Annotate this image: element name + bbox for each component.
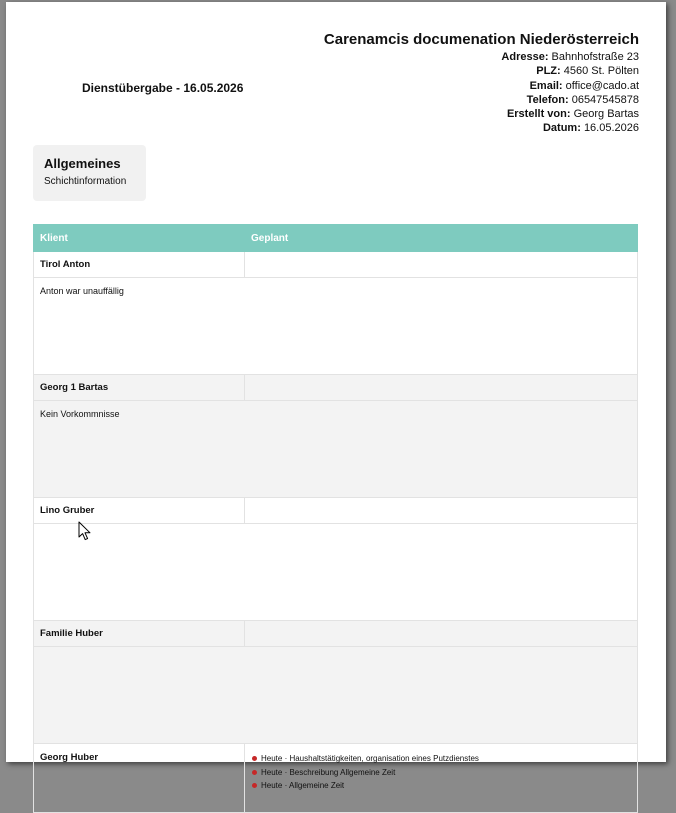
company-address: Adresse: Bahnhofstraße 23	[501, 51, 639, 63]
planned-item: Heute · Allgemeine Zeit	[251, 779, 631, 793]
section-subheading: Schichtinformation	[44, 176, 127, 187]
planned-cell	[245, 375, 638, 401]
note-cell	[34, 524, 638, 621]
mouse-pointer-icon	[78, 521, 92, 541]
note-cell: Kein Vorkommnisse	[34, 401, 638, 498]
note-row	[34, 647, 638, 744]
client-name: Georg 1 Bartas	[34, 375, 245, 401]
table-row	[34, 375, 638, 401]
note-cell	[34, 647, 638, 744]
company-info	[324, 31, 639, 136]
document-title: Dienstübergabe - 16.05.2026	[82, 81, 244, 95]
note-cell: Anton war unauffällig	[34, 278, 638, 375]
planned-cell	[245, 621, 638, 647]
company-email: Email: office@cado.at	[529, 79, 639, 92]
planned-item: Heute · Haushaltstätigkeiten, organisation eines Putzdienstes	[251, 752, 631, 766]
table-header-row	[34, 225, 638, 252]
company-name: Carenamcis documenation Niederösterreich	[323, 31, 639, 48]
planned-item: Heute · Beschreibung Allgemeine Zeit	[251, 766, 631, 780]
planned-cell	[245, 744, 638, 813]
table-row	[34, 252, 638, 278]
client-name: Georg Huber	[34, 744, 245, 813]
company-creator: Erstellt von: Georg Bartas	[506, 108, 639, 121]
table-row	[34, 621, 638, 647]
note-row	[34, 278, 638, 375]
company-phone: Telefon: 06547545878	[526, 93, 639, 106]
company-date: Datum: 16.05.2026	[542, 122, 639, 135]
client-name: Familie Huber	[34, 621, 245, 647]
section-general	[33, 145, 146, 201]
document-page	[6, 2, 666, 790]
table-row	[34, 744, 638, 813]
planned-cell	[245, 252, 638, 278]
planned-cell	[245, 498, 638, 524]
planned-list	[251, 752, 631, 793]
table-row	[34, 498, 638, 524]
handover-table	[33, 224, 638, 813]
column-header-client: Klient	[34, 225, 245, 252]
note-row	[34, 401, 638, 498]
company-plz: PLZ: 4560 St. Pölten	[536, 65, 639, 78]
note-row	[34, 524, 638, 621]
section-heading: Allgemeines	[44, 156, 121, 171]
client-name: Tirol Anton	[34, 252, 245, 278]
column-header-planned: Geplant	[245, 225, 638, 252]
client-name: Lino Gruber	[34, 498, 245, 524]
